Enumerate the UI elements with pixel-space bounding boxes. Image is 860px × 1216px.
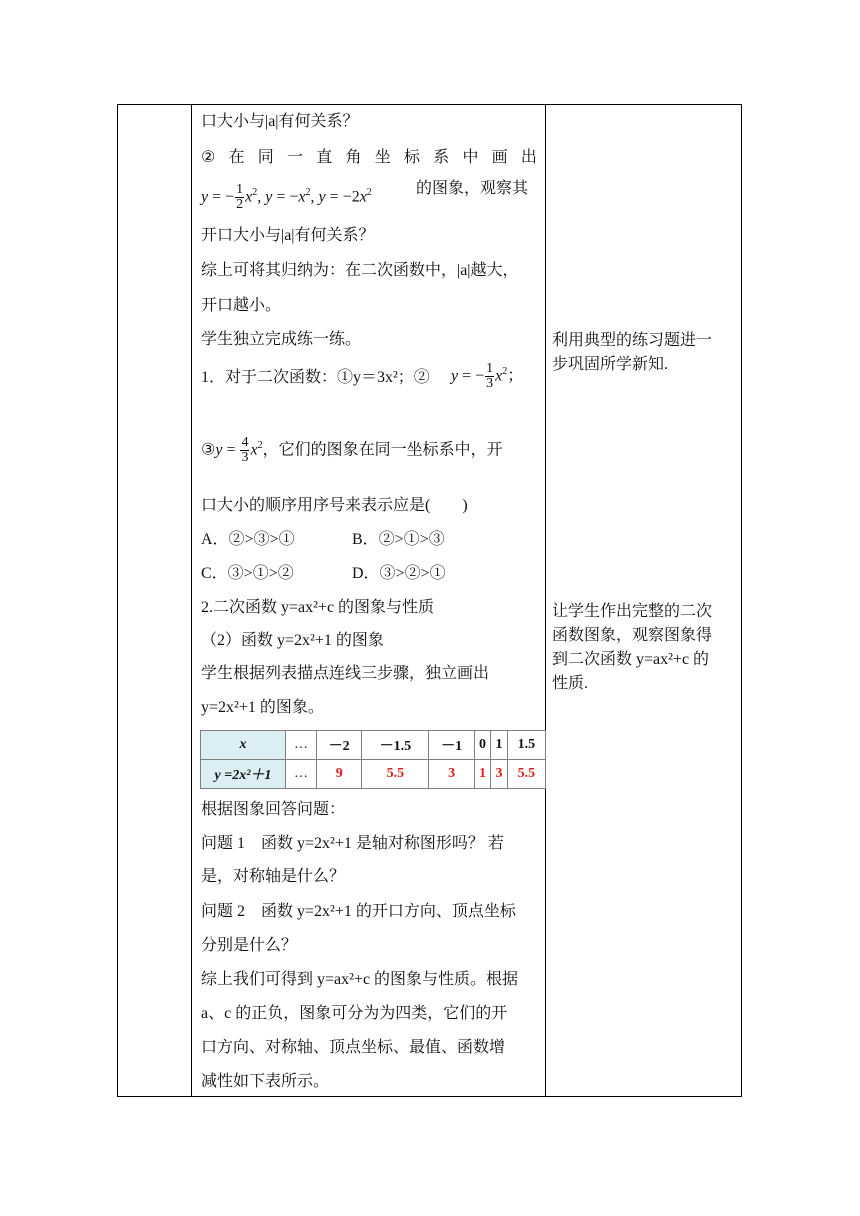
- option-d: D．③>②>①: [352, 565, 446, 582]
- x-cell: －1: [429, 731, 474, 760]
- formula: y = $\frac{4}{3}$ $x^2$: [215, 435, 263, 466]
- text-line: 综上我们可得到 y=ax²+c 的图象与性质。根据: [201, 971, 519, 988]
- char: 一: [287, 149, 304, 166]
- exercise-line: ③y = $\frac{4}{3}$ $x^2$，它们的图象在同一坐标系中，开: [201, 435, 503, 466]
- table-border-bottom: [117, 1096, 741, 1097]
- text-line: 口大小与|a|有何关系？: [201, 113, 359, 130]
- char: ②: [201, 149, 216, 166]
- ellipsis-cell: …: [286, 760, 317, 789]
- y-cell: 5.5: [362, 760, 429, 789]
- char: 角: [345, 149, 362, 166]
- table-border-top: [117, 104, 741, 105]
- text-fragment: 的图象，观察其: [416, 180, 529, 197]
- text-line: 开口大小与|a|有何关系？: [201, 227, 375, 244]
- text-line: 口方向、对称轴、顶点坐标、最值、函数增: [201, 1039, 506, 1056]
- x-cell: 0: [474, 731, 491, 760]
- option-a: A．②>③>①: [201, 531, 295, 548]
- row-label-y: y =2x²＋1: [201, 760, 286, 789]
- char: 出: [520, 149, 537, 166]
- text-fragment: 1．对于二次函数：①y＝3x²；②: [201, 369, 430, 386]
- row-label-x: x: [201, 731, 286, 760]
- note-line: 利用典型的练习题进一: [552, 332, 713, 349]
- table-row: [201, 731, 546, 760]
- char: 坐: [374, 149, 391, 166]
- x-cell: －2: [317, 731, 362, 760]
- char: 在: [228, 149, 245, 166]
- y-cell: 1: [474, 760, 491, 789]
- text-line: （2）函数 y=2x²+1 的图象: [201, 632, 384, 649]
- text-line: a、c 的正负，图象可分为为四类，它们的开: [201, 1005, 508, 1022]
- question-2: 问题 2 函数 y=2x²+1 的开口方向、顶点坐标: [201, 903, 516, 920]
- note-line: 步巩固所学新知.: [552, 356, 669, 373]
- y-cell: 3: [429, 760, 474, 789]
- option-c: C．③>①>②: [201, 565, 294, 582]
- x-cell: 1: [491, 731, 508, 760]
- char: 画: [491, 149, 508, 166]
- text-fragment: ，它们的图象在同一坐标系中，开: [262, 441, 503, 459]
- x-cell: －1.5: [362, 731, 429, 760]
- formula-line: y = − $\frac{1}{2}$ $x^2$, $y = -x^2$, $y = -2x^2$ 的图象，观察其: [201, 178, 372, 212]
- text-line: 综上可将其归纳为：在二次函数中，|a|越大，: [201, 262, 519, 279]
- table-border-right: [741, 104, 742, 1097]
- char: 标: [403, 149, 420, 166]
- x-cell: 1.5: [507, 731, 545, 760]
- text-line: 减性如下表所示。: [201, 1073, 330, 1090]
- text-line: 是，对称轴是什么？: [201, 868, 346, 885]
- text-line: 开口越小。: [201, 297, 282, 314]
- char: 系: [433, 149, 450, 166]
- y-cell: 5.5: [507, 760, 545, 789]
- formula: y = − $\frac{1}{3}$ $x^2$；: [451, 361, 524, 392]
- value-table: [200, 730, 546, 789]
- note-line: 性质.: [552, 675, 589, 692]
- note-line: 到二次函数 y=ax²+c 的: [552, 651, 710, 668]
- char: 中: [462, 149, 479, 166]
- char: 直: [316, 149, 333, 166]
- section-heading: 2.二次函数 y=ax²+c 的图象与性质: [201, 599, 435, 616]
- text-line: 根据图象回答问题：: [201, 801, 346, 818]
- note-line: 函数图象，观察图象得: [552, 627, 713, 644]
- question-1: 问题 1 函数 y=2x²+1 是轴对称图形吗？ 若: [201, 835, 504, 852]
- y-cell: 9: [317, 760, 362, 789]
- table-row: [201, 760, 546, 789]
- text-line: 学生根据列表描点连线三步骤，独立画出: [201, 665, 490, 682]
- exercise-line: [201, 361, 524, 392]
- fraction: $\frac{1}{2}$: [236, 182, 244, 213]
- y-cell: 3: [491, 760, 508, 789]
- text-line: 分别是什么？: [201, 937, 298, 954]
- text-line: 学生独立完成练一练。: [201, 331, 362, 348]
- ellipsis-cell: …: [286, 731, 317, 760]
- char: 同: [257, 149, 274, 166]
- fraction: $\frac{4}{3}$: [241, 435, 249, 466]
- text-line: 口大小的顺序用序号来表示应是( ): [201, 497, 468, 514]
- note-line: 让学生作出完整的二次: [552, 603, 713, 620]
- text-line: y=2x²+1 的图象。: [201, 699, 324, 716]
- text-line-spaced: [201, 148, 537, 168]
- table-border-left: [117, 104, 118, 1097]
- option-b: B．②>①>③: [352, 531, 445, 548]
- table-divider-2: [545, 104, 546, 1097]
- table-divider-1: [191, 104, 192, 1097]
- fraction: $\frac{1}{3}$: [486, 361, 494, 392]
